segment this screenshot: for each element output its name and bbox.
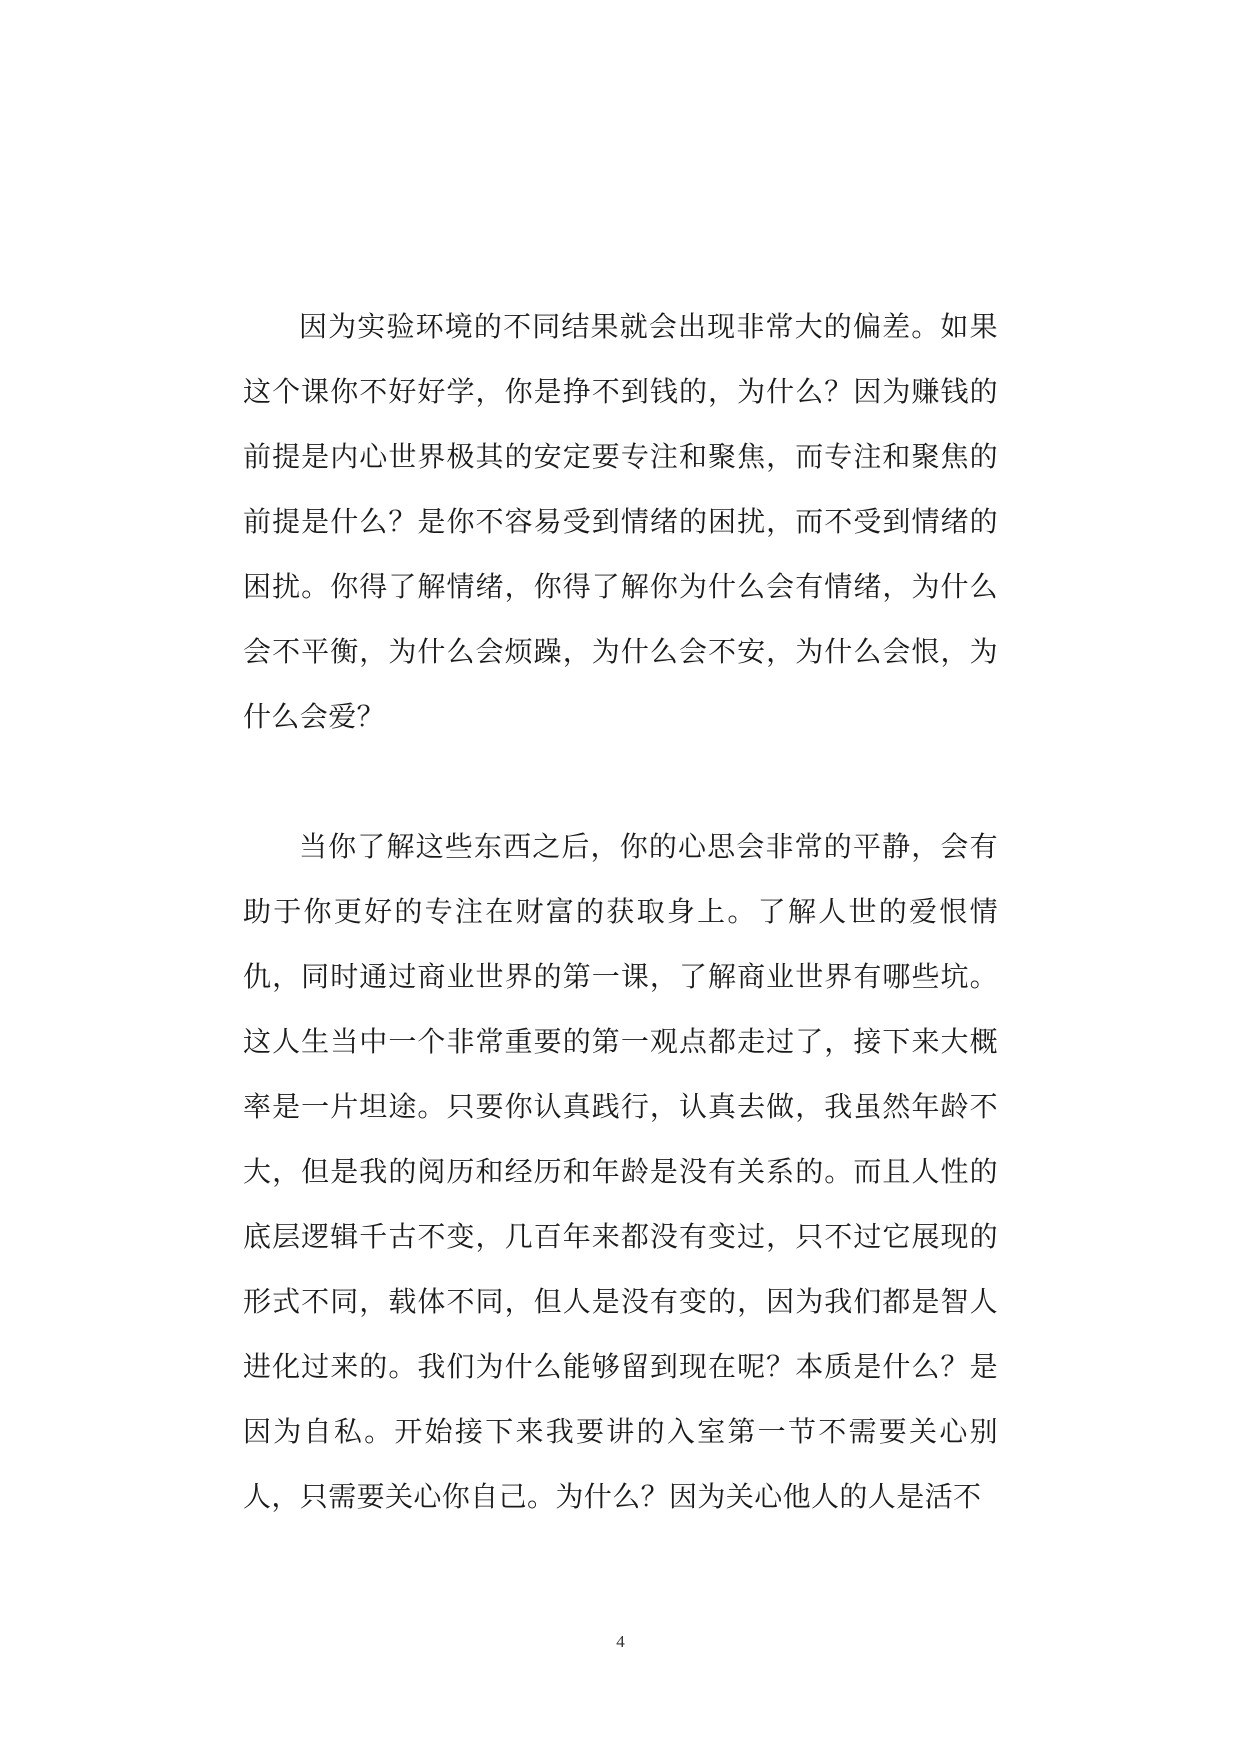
page-number: 4 <box>616 1632 625 1651</box>
paragraph-2: 当你了解这些东西之后，你的心思会非常的平静，会有助于你更好的专注在财富的获取身上。了解人世的爱恨情仇，同时通过商业世界的第一课，了解商业世界有哪些坑。这人生当中一个非常重要的第一观点都走过了，接下来大概率是一片坦途。只要你认真践行，认真去做，我虽然年龄不大，但是我的阅历和经历和年龄是没有关系的。而且人性的底层逻辑千古不变，几百年来都没有变过，只不过它展现的形式不同，载体不同，但人是没有变的，因为我们都是智人进化过来的。我们为什么能够留到现在呢？本质是什么？是因为自私。开始接下来我要讲的入室第一节不需要关心别人，只需要关心你自己。为什么？因为关心他人的人是活不 <box>243 830 998 1513</box>
body-text <box>243 294 998 1529</box>
paragraph-1: 因为实验环境的不同结果就会出现非常大的偏差。如果这个课你不好好学，你是挣不到钱的，为什么？因为赚钱的前提是内心世界极其的安定要专注和聚焦，而专注和聚焦的前提是什么？是你不容易受到情绪的困扰，而不受到情绪的困扰。你得了解情绪，你得了解你为什么会有情绪，为什么会不平衡，为什么会烦躁，为什么会不安，为什么会恨，为什么会爱？ <box>243 310 998 733</box>
